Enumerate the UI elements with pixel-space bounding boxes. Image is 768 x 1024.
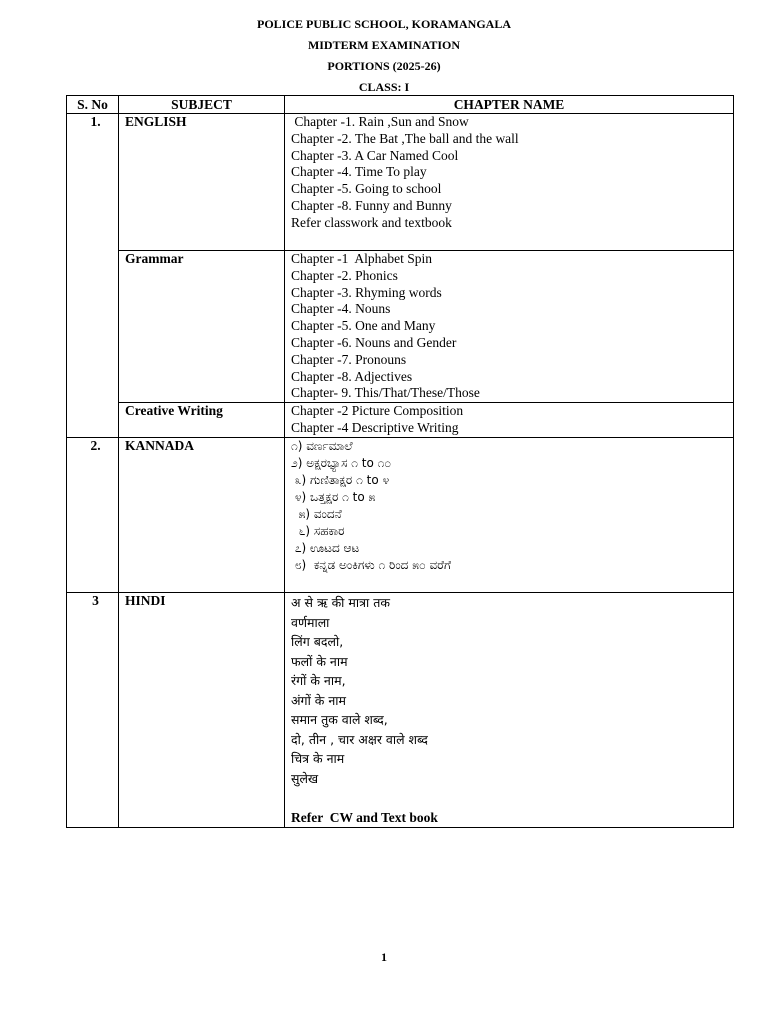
table-header-row <box>67 96 734 114</box>
hindi-item: सुलेख <box>291 770 319 786</box>
hindi-item: अंगों के नाम <box>291 692 347 708</box>
hindi-item: फलों के नाम <box>291 653 348 669</box>
subject-cell: Creative Writing <box>119 403 285 438</box>
chapter-line: Chapter -1 Alphabet Spin <box>291 251 432 266</box>
chapter-line: Chapter -2 Picture Composition <box>291 403 464 419</box>
chapter-line: Chapter -5. One and Many <box>291 318 436 334</box>
chapter-line: Chapter -5. Going to school <box>291 181 442 197</box>
kannada-item: ೮) ಕನ್ನಡ ಅಂಕಿಗಳು ೧ ರಿಂದ ೫೦ ವರೆಗೆ <box>291 557 451 572</box>
kannada-item: ೨) ಅಕ್ಷರಭ್ಯಾಸ ೧ to ೧೦ <box>291 456 392 471</box>
chapter-line: Chapter -6. Nouns and Gender <box>291 334 457 350</box>
table-row <box>67 593 734 828</box>
chapter-line: Chapter -8. Funny and Bunny <box>291 197 452 213</box>
table-row <box>67 114 734 251</box>
exam-title: MIDTERM EXAMINATION <box>307 38 461 52</box>
kannada-item: ೬) ಸಹಕಾರ <box>291 523 345 538</box>
chapter-line: Chapter -8. Adjectives <box>291 368 413 384</box>
chapter-line: Chapter- 9. This/That/These/Those <box>291 385 480 401</box>
table-row <box>67 438 734 593</box>
hindi-item: दो, तीन , चार अक्षर वाले शब्द <box>291 731 428 747</box>
hindi-item: समान तुक वाले शब्द, <box>291 712 388 728</box>
chapter-line: Chapter -2. The Bat ,The ball and the wall <box>291 130 519 146</box>
kannada-item: ೪) ಒತ್ತಕ್ಷರ ೧ to ೫ <box>291 489 376 504</box>
header-sno: S. No <box>67 96 119 114</box>
chapter-line: Chapter -7. Pronouns <box>291 351 407 367</box>
hindi-item: चित्र के नाम <box>291 751 345 767</box>
kannada-item: ೩) ಗುಣಿತಾಕ್ಷರ ೧ to ೪ <box>291 472 390 487</box>
chapter-line: Chapter -4. Time To play <box>291 164 427 180</box>
hindi-item: वर्णमाला <box>291 614 330 630</box>
subject-cell: Grammar <box>119 251 285 403</box>
chapter-cell <box>285 114 734 251</box>
chapter-line: Chapter -4 Descriptive Writing <box>291 419 459 435</box>
hindi-blank-line <box>291 788 733 808</box>
chapter-cell <box>285 403 734 438</box>
row-sno: 1. <box>67 114 119 438</box>
kannada-item: ೫) ವಂದನೆ <box>291 506 342 521</box>
subject-cell: KANNADA <box>119 438 285 593</box>
table-row <box>67 251 734 403</box>
page-number: 1 <box>381 950 387 964</box>
table-row <box>67 403 734 438</box>
row-sno: 2. <box>67 438 119 593</box>
chapter-line: Chapter -3. Rhyming words <box>291 284 442 300</box>
chapter-line: Chapter -4. Nouns <box>291 301 391 317</box>
chapter-cell <box>285 593 734 828</box>
chapter-line: Refer classwork and textbook <box>291 214 452 230</box>
kannada-item: ೭) ಊಟದ ಆಟ <box>291 540 360 555</box>
chapter-line: Chapter -3. A Car Named Cool <box>291 147 459 163</box>
portions-title: PORTIONS (2025-26) <box>327 59 441 73</box>
hindi-item: रंगों के नाम, <box>291 673 346 689</box>
chapter-line: Chapter -1. Rain ,Sun and Snow <box>291 114 469 129</box>
portions-table <box>66 95 734 828</box>
header-subject: SUBJECT <box>119 96 285 114</box>
kannada-item: ೧) ವರ್ಣಮಾಲೆ <box>291 439 353 454</box>
school-name: POLICE PUBLIC SCHOOL, KORAMANGALA <box>256 17 512 31</box>
chapter-line: Chapter -2. Phonics <box>291 267 398 283</box>
chapter-cell <box>285 251 734 403</box>
class-label: CLASS: I <box>358 80 410 94</box>
chapter-cell <box>285 438 734 593</box>
hindi-refer-note: Refer CW and Text book <box>291 809 438 825</box>
subject-cell: HINDI <box>119 593 285 828</box>
row-sno: 3 <box>67 593 119 828</box>
header-chapter-name: CHAPTER NAME <box>285 96 734 114</box>
hindi-item: अ से ऋ की मात्रा तक <box>291 595 390 611</box>
subject-cell: ENGLISH <box>119 114 285 251</box>
hindi-item: लिंग बदलो, <box>291 634 344 650</box>
